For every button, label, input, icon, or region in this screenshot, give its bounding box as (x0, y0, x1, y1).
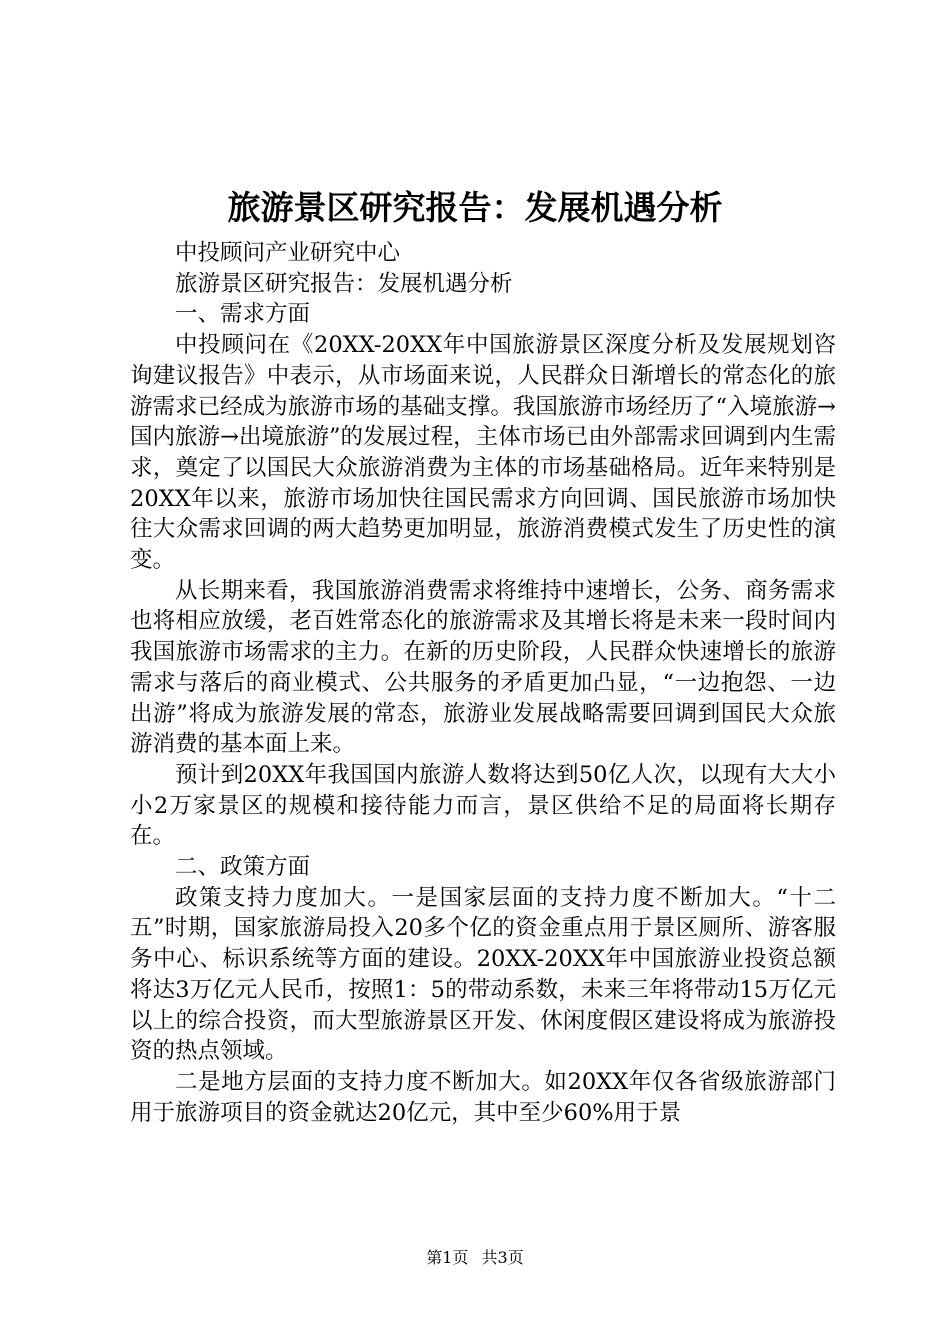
page-number: 第1页 (426, 1248, 469, 1267)
section-heading-policy: 二、政策方面 (175, 854, 311, 881)
page-total: 共3页 (481, 1248, 524, 1267)
paragraph: 从长期来看，我国旅游消费需求将维持中速增长，公务、商务需求也将相应放缓，老百姓常态化的旅游需求及其增长将是未来一段时间内我国旅游市场需求的主力。在新的历史阶段，人民群众快速增长的旅游需求与落后的商业模式、公共服务的矛盾更加凸显，“一边抱怨、一边出游”将成为旅游发展的常态，旅游业发展战略需要回调到国民大众旅游消费的基本面上来。 (130, 577, 836, 758)
paragraph: 预计到20XX年我国国内旅游人数将达到50亿人次，以现有大大小小2万家景区的规模和接待能力而言，景区供给不足的局面将长期存在。 (130, 761, 836, 850)
paragraph: 政策支持力度加大。一是国家层面的支持力度不断加大。“十二五”时期，国家旅游局投入20多个亿的资金重点用于景区厕所、游客服务中心、标识系统等方面的建设。20XX-20XX年中国旅游业投资总额将达3万亿元人民币，按照1：5的带动系数，未来三年将带动15万亿元以上的综合投资，而大型旅游景区开发、休闲度假区建设将成为旅游投资的热点领域。 (130, 884, 836, 1065)
document-body (130, 238, 836, 1128)
paragraph: 中投顾问在《20XX-20XX年中国旅游景区深度分析及发展规划咨询建议报告》中表示，从市场面来说，人民群众日渐增长的常态化的旅游需求已经成为旅游市场的基础支撑。我国旅游市场经历了“入境旅游→国内旅游→出境旅游”的发展过程，主体市场已由外部需求回调到内生需求，奠定了以国民大众旅游消费为主体的市场基础格局。近年来特别是20XX年以来，旅游市场加快往国民需求方向回调、国民旅游市场加快往大众需求回调的两大趋势更加明显，旅游消费模式发生了历史性的演变。 (130, 332, 836, 574)
paragraph-subtitle: 旅游景区研究报告：发展机遇分析 (175, 270, 513, 297)
paragraph-source: 中投顾问产业研究中心 (175, 240, 401, 266)
document-title: 旅游景区研究报告：发展机遇分析 (227, 188, 723, 227)
section-heading-demand: 一、需求方面 (175, 301, 311, 328)
page-footer (0, 1247, 950, 1269)
paragraph: 二是地方层面的支持力度不断加大。如20XX年仅各省级旅游部门用于旅游项目的资金就达20亿元，其中至少60%用于景 (130, 1068, 836, 1126)
